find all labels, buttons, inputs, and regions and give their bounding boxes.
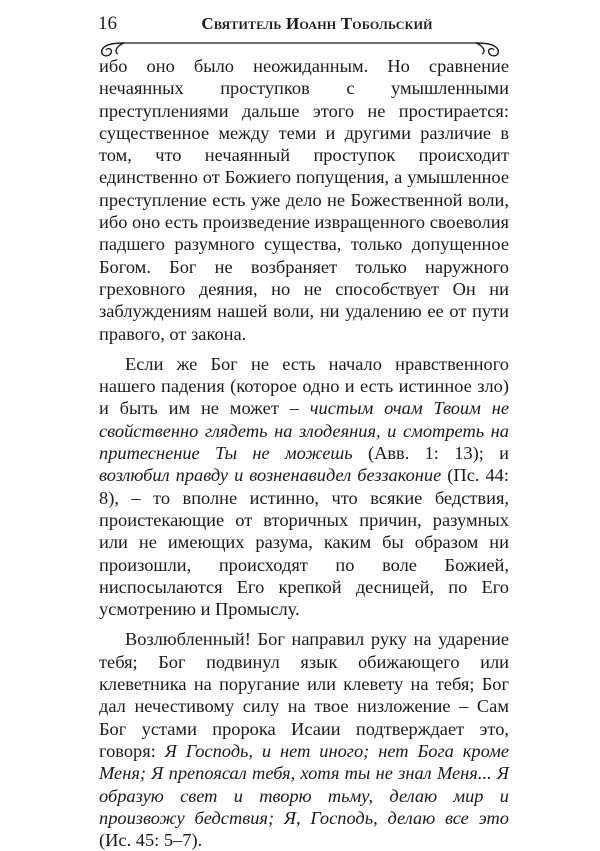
paragraph-1-text: ибо оно было неожиданным. Но сравнение нечаянных проступков с умышленными преступлениями дальше этого не простирается: существенное между теми и другими различие в том, что нечаянный проступок происходит единственно от Божиего попущения, а умышленное преступление есть уже дело не Божественной воли, ибо оно есть произведение извращенного своеволия падшего разумного существа, только допущенное Богом. Бог не возбраняет только наружного греховного деяния, но не способствует Он ни заблуждениям нашей воли, ни удалению ее от пути правого, от закона. <box>99 56 509 344</box>
quote-habakkuk: чистым очам Твоим не свойственно глядеть на злодеяния, и смотреть на притеснение Ты не можешь <box>99 398 509 464</box>
paragraph-3-text-a: Возлюбленный! Бог направил руку на ударение тебя; Бог подвинул язык обижающего или клеветника на поругание или клевету на тебя; Бог дал нечестивому силу на твое низложение – Сам Бог устами пророка Исаии подтверждает это, говоря: <box>99 629 509 761</box>
quote-isaiah: Я Господь, и нет иного; нет Бога кроме Меня; Я препоясал тебя, хотя ты не знал Меня... Я образую свет и творю тьму, делаю мир и произвожу бедствия; Я, Господь, делаю все это <box>99 740 509 828</box>
paragraph-1 <box>99 55 509 345</box>
running-title: Святитель Иоанн Тобольский <box>201 14 433 33</box>
paragraph-2-text-b: (Авв. 1: 13); и <box>352 443 509 464</box>
page-number: 16 <box>98 13 117 34</box>
paragraph-2-text-c: (Пс. 44: 8), – то вполне истинно, что всякие бедствия, проистекающие от вторичных причин, разумных или не имеющих разума, каким бы образом ни произошли, происходят по воле Божией, ниспосылаются Его крепкой десницей, по Его усмотрению и Промыслу. <box>99 465 509 620</box>
main-text <box>99 55 509 851</box>
paragraph-2 <box>99 353 509 621</box>
quote-psalm: возлюбил правду и возненавидел беззаконие <box>99 465 442 486</box>
paragraph-3 <box>99 628 509 851</box>
paragraph-2-text-a: Если же Бог не есть начало нравственного нашего падения (которое одно и есть истинное зло) и быть им не может – <box>99 353 509 419</box>
ornament-right-flourish-icon <box>476 43 498 56</box>
paragraph-3-text-b: (Ис. 45: 5–7). <box>99 830 203 851</box>
ornament-left-flourish-icon <box>102 43 124 56</box>
